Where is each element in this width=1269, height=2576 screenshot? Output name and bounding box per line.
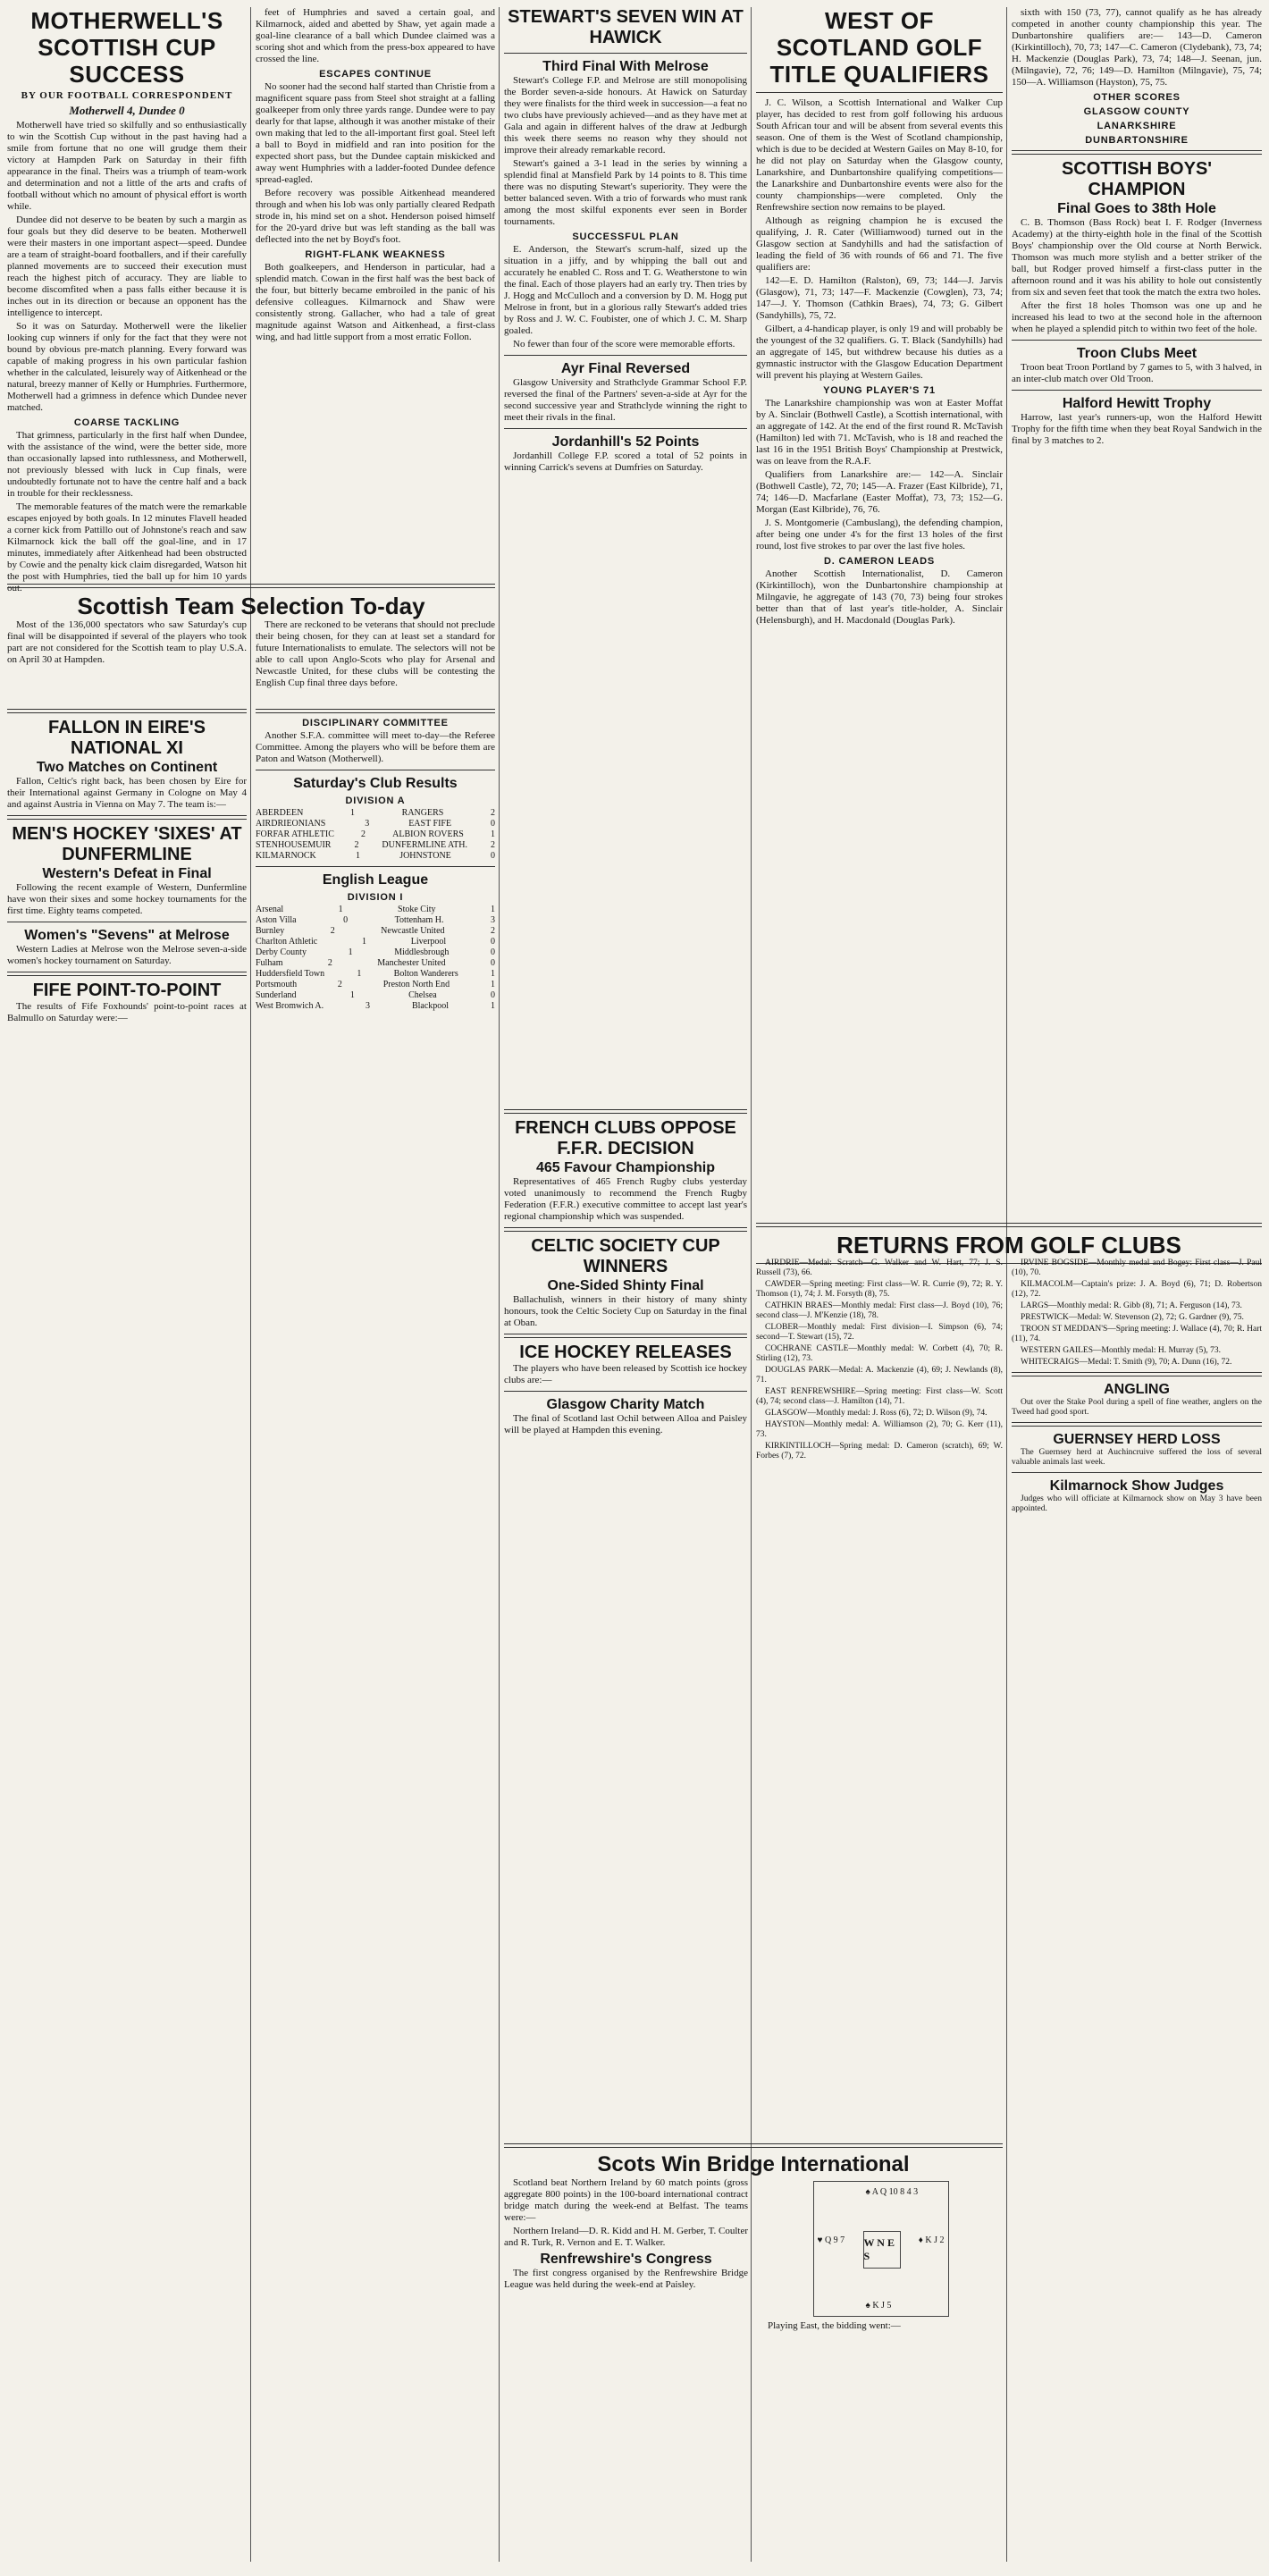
compass-box: W N E S xyxy=(863,2231,901,2269)
subheadline: English League xyxy=(322,872,429,888)
table-cell: Portsmouth xyxy=(256,980,298,989)
golf-return-entry: PRESTWICK—Medal: W. Stevenson (2), 72; G. Gardner (9), 75. xyxy=(1021,1313,1244,1322)
table-cell: Huddersfield Town xyxy=(256,969,325,979)
newspaper-page xyxy=(7,7,1262,2562)
selection-article xyxy=(7,579,495,695)
paragraph: Dundee did not deserve to be beaten by such a margin as four goals but they did deserve to be beaten. Motherwell were their masters in one important aspect—speed. Dundee are a team of straight-board footballers, and if their carefully planned movements are to succeed their execution must reach the highest pitch of accuracy. They are liable to become discomfited when a pass falls either because it is inches out in its direction or because an opponent has the intelligence to intercept. xyxy=(7,215,247,318)
table-cell: 2 xyxy=(354,840,359,850)
score-line: Motherwell 4, Dundee 0 xyxy=(69,104,185,117)
article-headline: WEST OF SCOTLAND GOLF TITLE QUALIFIERS xyxy=(769,7,989,88)
column-3 xyxy=(504,7,747,1098)
paragraph: Ballachulish, winners in their history of many shinty honours, took the Celtic Society Cup on Saturday in the final at Oban. xyxy=(504,1294,747,1328)
section-heading: ESCAPES CONTINUE xyxy=(319,69,432,80)
table-cell: Burnley xyxy=(256,926,285,936)
divider xyxy=(756,1223,1262,1227)
table-row xyxy=(256,926,495,937)
table-cell: Preston North End xyxy=(382,980,450,989)
table-cell: 2 xyxy=(491,926,495,936)
article-headline: CELTIC SOCIETY CUP WINNERS xyxy=(531,1236,720,1276)
byline: BY OUR FOOTBALL CORRESPONDENT xyxy=(21,90,233,101)
divider xyxy=(504,1334,747,1338)
table-cell: 1 xyxy=(348,947,353,957)
paragraph: sixth with 150 (73, 77), cannot qualify as he has already competed in another county championship this year. The Dunbartonshire qualifiers are:— 143—D. Cameron (Kirkintilloch), 70, 73; 147—C. Cameron (Clydebank), 73, 74; H. Mackenzie (Douglas Park), 73, 74; 148—J. Seenan, jun. (Milngavie), 72, 76; 149—D. Hamilton (Milngavie), 75, 74; 150—A. Williamson (Hayston), 75, 75. xyxy=(1012,7,1262,88)
table-row xyxy=(256,947,495,958)
paragraph: There are reckoned to be veterans that should not preclude their being chosen, for they can at least set a standard for future Internationalists to emulate. The selectors will not be able to call upon Anglo-Scots who play for Arsenal and Newcastle United, for these clubs will be contesting the English Cup final three days before. xyxy=(256,619,495,688)
subheadline: 465 Favour Championship xyxy=(535,1160,716,1175)
divider xyxy=(504,428,747,429)
table-row xyxy=(256,969,495,980)
table-cell: Stoke City xyxy=(398,905,436,914)
subheadline: Two Matches on Continent xyxy=(36,760,218,775)
table-title: DIVISION A xyxy=(345,796,406,806)
divider xyxy=(756,92,1003,93)
subheadline: Third Final With Melrose xyxy=(542,59,709,74)
paragraph: The Guernsey herd at Auchincruive suffered the loss of several valuable animals last week. xyxy=(1012,1448,1262,1467)
table-cell: ABERDEEN xyxy=(256,808,304,818)
subheadline: Halford Hewitt Trophy xyxy=(1062,396,1212,411)
subheadline: Final Goes to 38th Hole xyxy=(1057,201,1216,216)
paragraph: Stewart's College F.P. and Melrose are still monopolising the Border seven-a-side honours. At Hawick on Saturday they were finalists for the third week in succession—a feat no two clubs have previously achieved—and as they have met at Gala and again in different halves of the draw at Jedburgh this week there seems no reason why they should not improve their already remarkable record. xyxy=(504,75,747,156)
table-cell: Arsenal xyxy=(256,905,284,914)
golf-return-entry: CLOBER—Monthly medal: First division—I. Simpson (6), 74; second—T. Stewart (15), 72. xyxy=(756,1323,1003,1342)
table-row xyxy=(256,829,495,840)
paragraph: Out over the Stake Pool during a spell of fine weather, anglers on the Tweed had good sport. xyxy=(1012,1398,1262,1417)
table-cell: Charlton Athletic xyxy=(256,937,318,947)
article-headline: Scots Win Bridge International xyxy=(597,2152,910,2176)
divider xyxy=(7,709,247,713)
paragraph: Following the recent example of Western, Dunfermline have won their sixes and some hockey tournaments for the first time. Eighty teams competed. xyxy=(7,882,247,916)
article-headline: STEWART'S SEVEN WIN AT HAWICK xyxy=(508,7,744,47)
table-cell: 1 xyxy=(350,808,355,818)
golf-return-entry: CAWDER—Spring meeting: First class—W. R. Currie (9), 72; R. Y. Thomson (1), 74; J. M. Forsyth (8), 75. xyxy=(756,1280,1003,1299)
section-banner: RETURNS FROM GOLF CLUBS xyxy=(836,1232,1181,1259)
table-cell: Newcastle United xyxy=(381,926,445,936)
column-1-lower xyxy=(7,704,247,2562)
golf-return-entry: EAST RENFREWSHIRE—Spring meeting: First class—W. Scott (4), 74; second class—J. Hamilton (14), 71. xyxy=(756,1387,1003,1406)
golf-return-entry: KIRKINTILLOCH—Spring medal: D. Cameron (scratch), 69; W. Forbes (7), 72. xyxy=(756,1442,1003,1461)
column-4 xyxy=(756,7,1003,1209)
table-cell: 3 xyxy=(365,819,370,829)
paragraph: Qualifiers from Lanarkshire are:— 142—A. Sinclair (Bothwell Castle), 72, 70; 145—A. Frazer (East Kilbride), 71, 74; 146—D. Macfarlane (Easter Moffat), 73, 73; 152—G. Morgan (East Kilbride), 76, 76. xyxy=(756,469,1003,515)
table-row xyxy=(256,1001,495,1012)
paragraph: Stewart's gained a 3-1 lead in the series by winning a splendid final at Mansfield Park by 14 points to 8. This time there was no disputing Stewart's superiority. They were the better balanced seven. With a trio of forwards who must rank among the most skilful exponents ever seen in Border tournaments. xyxy=(504,158,747,227)
paragraph: Glasgow University and Strathclyde Grammar School F.P. reversed the final of the Partners' seven-a-side at Ayr for the second successive year and Strathclyde winning the right to meet their rivals in the final. xyxy=(504,377,747,423)
paragraph: The first congress organised by the Renfrewshire Bridge League was held during the week-end at Paisley. xyxy=(504,2268,748,2290)
table-row xyxy=(256,990,495,1001)
golf-return-entry: CATHKIN BRAES—Monthly medal: First class—J. Boyd (10), 76; second class—J. M'Kenzie (18), 78. xyxy=(756,1301,1003,1320)
divider xyxy=(7,584,495,588)
table-cell: 2 xyxy=(361,829,366,839)
paragraph: Motherwell have tried so skilfully and so enthusiastically to win the Scottish Cup without in the past having had a smile from fortune that no one will grudge them their victory at Hampden Park on Saturday in their fifth appearance in the final. Theirs was a triumph of team-work and determination and not a little of the arts and crafts of football without which no amount of physical effort is worth while. xyxy=(7,120,247,212)
article-headline: SCOTTISH BOYS' CHAMPION xyxy=(1061,159,1213,199)
article-headline: MOTHERWELL'S SCOTTISH CUP SUCCESS xyxy=(30,7,223,88)
divider xyxy=(1012,1422,1262,1427)
section-heading: GLASGOW COUNTY xyxy=(1083,106,1190,117)
table-cell: AIRDRIEONIANS xyxy=(256,819,326,829)
paragraph: No sooner had the second half started than Christie from a magnificent square pass from Steel shot straight at a falling goalkeeper from only three yards range. Dundee were to pay dearly for that lapse, although it was another mistake of their own making that led to the all-important first goal. Steel left a ball to Boyd in midfield and ran into position for the expected short pass, but the Dundee captain miskicked and away went Humphries with a ladder-footed Dundee defence spread-eagled. xyxy=(256,81,495,185)
divider xyxy=(7,815,247,820)
table-cell: 1 xyxy=(490,969,495,979)
table-title: DIVISION I xyxy=(347,892,404,903)
subheadline: Ayr Final Reversed xyxy=(560,361,691,376)
table-cell: 0 xyxy=(491,819,495,829)
section-heading: D. CAMERON LEADS xyxy=(823,556,936,567)
table-cell: 2 xyxy=(327,958,332,968)
table-cell: STENHOUSEMUIR xyxy=(256,840,332,850)
subheadline: Western's Defeat in Final xyxy=(42,866,212,881)
subheadline: Women's "Sevens" at Melrose xyxy=(24,928,230,943)
divider xyxy=(504,1109,747,1114)
results-table xyxy=(256,808,495,862)
table-cell: 2 xyxy=(490,840,495,850)
table-cell: 1 xyxy=(491,829,495,839)
bridge-article xyxy=(504,2139,1003,2559)
divider xyxy=(1012,150,1262,155)
column-2 xyxy=(256,7,495,579)
golf-return-entry: LARGS—Monthly medal: R. Gibb (8), 71; A. Ferguson (14), 73. xyxy=(1021,1301,1242,1310)
column-1 xyxy=(7,7,247,593)
golf-return-entry: WHITECRAIGS—Medal: T. Smith (9), 70; A. Dunn (16), 72. xyxy=(1021,1358,1232,1367)
subheadline: GUERNSEY HERD LOSS xyxy=(1053,1432,1221,1447)
table-cell: Middlesbrough xyxy=(394,947,450,957)
divider xyxy=(1012,1472,1262,1473)
table-cell: 0 xyxy=(490,958,495,968)
divider xyxy=(504,2143,1003,2148)
east-hand: ♦ K J 2 xyxy=(918,2235,945,2245)
table-row xyxy=(256,808,495,819)
divider xyxy=(256,866,495,867)
paragraph: Troon beat Troon Portland by 7 games to 5, with 3 halved, in an inter-club match over Old Troon. xyxy=(1012,362,1262,384)
table-row xyxy=(256,819,495,829)
table-cell: Blackpool xyxy=(411,1001,450,1011)
table-cell: 1 xyxy=(349,990,355,1000)
table-cell: RANGERS xyxy=(401,808,444,818)
paragraph: 142—E. D. Hamilton (Ralston), 69, 73; 144—J. Jarvis (Glasgow), 71, 73; 147—F. Mackenzie (Cowglen), 73, 74; 147—J. Y. Thomson (Cathkin Braes), 74, 73; G. Gilbert (Sandyhills), 75, 72. xyxy=(756,275,1003,321)
paragraph: Before recovery was possible Aitkenhead meandered through and when his lob was only partially cleared Redpath strode in, his mind set on a shot. Henderson poised himself for the 20-yard drive but was left standing as the ball was deflected into the net by Boyd's foot. xyxy=(256,188,495,245)
subheadline: ANGLING xyxy=(1104,1382,1170,1397)
paragraph: Another S.F.A. committee will meet to-day—the Referee Committee. Among the players who will be before them are Paton and Watson (Motherwell). xyxy=(256,730,495,764)
paragraph: Another Scottish Internationalist, D. Cameron (Kirkintilloch), won the Dunbartonshire championship at Milngavie, he aggregate of 143 (70, 73) being four strokes better than that of last year's title-holder, A. Sinclair (Helensburgh), and H. Macdonald (Douglas Park). xyxy=(756,568,1003,626)
table-cell: Aston Villa xyxy=(256,915,297,925)
table-cell: 1 xyxy=(490,980,495,989)
table-row xyxy=(256,851,495,862)
subheadline: Kilmarnock Show Judges xyxy=(1049,1478,1224,1494)
divider xyxy=(504,53,747,54)
table-cell: 1 xyxy=(361,937,366,947)
divider xyxy=(1012,340,1262,341)
golf-returns-list xyxy=(1012,1259,1262,1368)
section-heading: LANARKSHIRE xyxy=(1097,121,1177,131)
column-rule xyxy=(1006,7,1007,2562)
north-hand: ♠ A Q 10 8 4 3 xyxy=(865,2187,919,2197)
paragraph: Representatives of 465 French Rugby clubs yesterday voted unanimously to recommend the French Rugby Federation (F.F.R.) executive committee to accept last year's regional championship which was suspended. xyxy=(504,1176,747,1222)
table-cell: 0 xyxy=(491,851,495,861)
column-rule xyxy=(499,7,500,2562)
table-cell: Sunderland xyxy=(256,990,297,1000)
west-hand: ♥ Q 9 7 xyxy=(817,2235,845,2245)
subheadline: One-Sided Shinty Final xyxy=(547,1278,704,1293)
table-cell: Bolton Wanderers xyxy=(393,969,458,979)
paragraph: Most of the 136,000 spectators who saw Saturday's cup final will be disappointed if several of the players who took part are not considered for the Scottish team to play U.S.A. on April 30 at Hampden. xyxy=(7,619,247,665)
column-rule xyxy=(250,7,251,2562)
table-cell: 3 xyxy=(491,915,495,925)
article-headline: ICE HOCKEY RELEASES xyxy=(519,1343,732,1362)
diagram-caption: Playing East, the bidding went:— xyxy=(768,2320,901,2331)
paragraph: No fewer than four of the score were memorable efforts. xyxy=(513,339,735,349)
table-cell: 1 xyxy=(355,851,360,861)
table-cell: 1 xyxy=(357,969,362,979)
divider xyxy=(504,1391,747,1392)
divider xyxy=(7,972,247,976)
section-heading: SUCCESSFUL PLAN xyxy=(572,232,679,242)
table-cell: Derby County xyxy=(256,947,307,957)
subheadline: Troon Clubs Meet xyxy=(1076,346,1198,361)
table-cell: Fulham xyxy=(256,958,283,968)
table-cell: KILMARNOCK xyxy=(256,851,316,861)
section-heading: DISCIPLINARY COMMITTEE xyxy=(302,718,449,728)
section-heading: YOUNG PLAYER'S 71 xyxy=(823,385,936,396)
paragraph: That grimness, particularly in the first half when Dundee, with the assistance of the wind, were the better side, more than occasionally lapsed into ruthlessness, and Motherwell, not previously blessed with luck in Cup finals, were undoubtedly fortunate not to have the centre half and a back in trouble for their recklessness. xyxy=(7,430,247,499)
table-row xyxy=(256,958,495,969)
paragraph: E. Anderson, the Stewart's scrum-half, sized up the situation in a jiffy, and by whipping the ball out and accurately he enabled C. Ross and T. G. Weatherstone to win the final. Each of those players had an early try. Then tries by J. Hogg and McCulloch and a conversion by D. M. Hogg put Melrose in front, but in a glorious rally Stewart's added tries by Ross and J. W. C. Foubister, one of which J. C. M. Sharp goaled. xyxy=(504,244,747,336)
table-cell: DUNFERMLINE ATH. xyxy=(382,840,467,850)
section-heading: RIGHT-FLANK WEAKNESS xyxy=(305,249,446,260)
paragraph: The players who have been released by Scottish ice hockey clubs are:— xyxy=(504,1363,747,1385)
divider xyxy=(256,709,495,713)
table-cell: 0 xyxy=(490,937,495,947)
divider xyxy=(1012,390,1262,391)
section-heading: DUNBARTONSHIRE xyxy=(1085,135,1189,146)
paragraph: The final of Scotland last Ochil between Alloa and Paisley will be played at Hampden this evening. xyxy=(504,1413,747,1435)
column-3-lower xyxy=(504,1105,747,2133)
golf-return-entry: KILMACOLM—Captain's prize: J. A. Boyd (6), 71; D. Robertson (12), 72. xyxy=(1012,1280,1262,1299)
paragraph: Both goalkeepers, and Henderson in particular, had a splendid match. Cowan in the first half was the best back of the four, but bitterly became embroiled in the panic of his defensive colleagues. Kilmarnock and Shaw were consistently strong. Gallacher, who had a tale of great magnitude against Watson and Aitkenhead, a first-class wing, and had little support from a most erratic Follon. xyxy=(256,262,495,342)
table-cell: West Bromwich A. xyxy=(256,1001,324,1011)
table-cell: 2 xyxy=(337,980,342,989)
table-cell: Liverpool xyxy=(410,937,447,947)
column-5 xyxy=(1012,7,1262,1209)
table-cell: 0 xyxy=(490,947,495,957)
table-cell: Tottenham H. xyxy=(394,915,444,925)
table-row xyxy=(256,980,495,990)
article-headline: FIFE POINT-TO-POINT xyxy=(32,981,222,1000)
golf-return-entry: DOUGLAS PARK—Medal: A. Mackenzie (4), 69; J. Newlands (8), 71. xyxy=(756,1366,1003,1385)
table-cell: 3 xyxy=(366,1001,371,1011)
paragraph: Jordanhill College F.P. scored a total of 52 points in winning Carrick's sevens at Dumfries on Saturday. xyxy=(504,450,747,473)
table-cell: 0 xyxy=(343,915,349,925)
paragraph: The results of Fife Foxhounds' point-to-point races at Balmullo on Saturday were:— xyxy=(7,1001,247,1023)
paragraph: The memorable features of the match were the remarkable escapes enjoyed by both goals. In 12 minutes Flavell headed a corner kick from Pattillo out of Johnstone's reach and saw Kilmarnock kick the ball off the goal-line, and in 17 minutes, immediately after Aitkenhead had been obstructed by Cowie and the penalty kick claim disregarded, Watson hit the post with Humphries, tied the ball up for him 10 yards out. xyxy=(7,501,247,593)
bridge-diagram xyxy=(813,2181,949,2317)
paragraph: J. C. Wilson, a Scottish International and Walker Cup player, has decided to rest from golf following his arduous South African tour and will be absent from several events this season. One of them is the West of Scotland championship, which is due to be decided at Western Gailes on May 8-10, for he did not play on Saturday when the Glasgow county, Lanarkshire, and Dunbartonshire qualifying competitions—the Lanarkshire and Dunbartonshire events were also for the county championships—were completed. Only the Renfrewshire section now remains to be played. xyxy=(756,97,1003,213)
golf-returns-left xyxy=(756,1259,1003,2134)
table-cell: JOHNSTONE xyxy=(399,851,451,861)
paragraph: J. S. Montgomerie (Cambuslang), the defending champion, after being one under 4's for the first 13 holes of the first round, lost five strokes to par over the last five holes. xyxy=(756,518,1003,551)
table-cell: 2 xyxy=(491,808,495,818)
table-cell: EAST FIFE xyxy=(408,819,452,829)
table-cell: 1 xyxy=(490,905,495,914)
paragraph: Gilbert, a 4-handicap player, is only 19 and will probably be the youngest of the 32 qualifiers. G. T. Black (Sandyhills) had an aggregate of 145, but withdrew because his duties as a gymnastic instructor with the Glasgow Education Department will prevent his playing at Western Gailes. xyxy=(756,324,1003,381)
subheadline: Saturday's Club Results xyxy=(293,776,458,791)
table-cell: Chelsea xyxy=(408,990,437,1000)
table-cell: 1 xyxy=(490,1001,495,1011)
section-heading: COARSE TACKLING xyxy=(73,417,181,428)
golf-return-entry: GLASGOW—Monthly medal: J. Ross (6), 72; D. Wilson (9), 74. xyxy=(765,1409,987,1418)
divider xyxy=(504,1227,747,1232)
paragraph: C. B. Thomson (Bass Rock) beat I. F. Rodger (Inverness Academy) at the thirty-eighth hole in the final of the Scottish Boys' championship over the Old course at North Berwick. Thomson was much more stylish and a better striker of the ball, but Rodger proved himself a first-class putter in the afternoon round and it was his ability to hole out consistently from six and seven feet that took the match the extra two holes. xyxy=(1012,217,1262,298)
divider xyxy=(504,355,747,356)
golf-return-entry: COCHRANE CASTLE—Monthly medal: W. Corbett (4), 70; R. Stirling (12), 73. xyxy=(756,1344,1003,1363)
golf-return-entry: AIRDRIE—Medal: Scratch—G. Walker and W. Hart, 77; J. S. Russell (73), 66. xyxy=(756,1259,1003,1277)
article-headline: FALLON IN EIRE'S NATIONAL XI xyxy=(48,718,206,758)
golf-return-entry: WESTERN GAILES—Monthly medal: H. Murray (5), 73. xyxy=(1021,1346,1222,1355)
subheadline: Jordanhill's 52 Points xyxy=(551,434,700,450)
golf-return-entry: IRVINE BOGSIDE—Monthly medal and Bogey: First class—J. Paul (10), 70. xyxy=(1012,1259,1262,1277)
paragraph: Fallon, Celtic's right back, has been chosen by Eire for their International against Germany in Cologne on May 4 and against Austria in Vienna on May 7. The team is:— xyxy=(7,776,247,810)
article-headline: Scottish Team Selection To-day xyxy=(77,593,425,619)
table-cell: 0 xyxy=(491,990,495,1000)
paragraph: Scotland beat Northern Ireland by 60 match points (gross aggregate 800 points) in the 100-board international contract bridge match during the week-end at Belfast. The teams were:— xyxy=(504,2177,748,2223)
south-hand: ♠ K J 5 xyxy=(865,2301,892,2311)
paragraph: The Lanarkshire championship was won at Easter Moffat by A. Sinclair (Bothwell Castle), a Scottish international, with an aggregate of 142. At the end of the first round R. McTavish (Hamilton) led with 71. McTavish, who is 18 and reached the last 16 in the 1951 British Boys' Championship at Prestwick, was on leave from the R.A.F. xyxy=(756,398,1003,467)
paragraph: Harrow, last year's runners-up, won the Halford Hewitt Trophy for the fifth time when they beat Royal Sandwich in the final by 3 matches to 2. xyxy=(1012,412,1262,446)
table-row xyxy=(256,915,495,926)
paragraph: feet of Humphries and saved a certain goal, and Kilmarnock, aided and abetted by Shaw, yet again made a goal-line clearance of a ball which Dundee claimed was a scoring shot and which from the press-box appeared to have crossed the line. xyxy=(256,7,495,64)
table-cell: 1 xyxy=(338,905,343,914)
golf-return-entry: TROON ST MEDDAN'S—Spring meeting: J. Wallace (4), 70; R. Hart (11), 74. xyxy=(1012,1325,1262,1343)
article-headline: FRENCH CLUBS OPPOSE F.F.R. DECISION xyxy=(515,1118,736,1158)
paragraph: Judges who will officiate at Kilmarnock show on May 3 have been appointed. xyxy=(1012,1494,1262,1513)
subheadline: Glasgow Charity Match xyxy=(546,1397,705,1412)
english-table xyxy=(256,905,495,1012)
table-row xyxy=(256,905,495,915)
paragraph: Western Ladies at Melrose won the Melrose seven-a-side women's hockey tournament on Saturday. xyxy=(7,944,247,966)
paragraph: Northern Ireland—D. R. Kidd and H. M. Gerber, T. Coulter and R. Turk, R. Vernon and E. T. Walker. xyxy=(504,2226,748,2248)
table-cell: 2 xyxy=(330,926,335,936)
golf-return-entry: HAYSTON—Monthly medal: A. Williamson (2), 70; G. Kerr (11), 73. xyxy=(756,1420,1003,1439)
table-cell: ALBION ROVERS xyxy=(392,829,464,839)
table-cell: FORFAR ATHLETIC xyxy=(256,829,334,839)
section-heading: OTHER SCORES xyxy=(1093,92,1181,103)
column-2-lower xyxy=(256,704,495,2562)
table-row xyxy=(256,937,495,947)
table-cell: Manchester United xyxy=(377,958,446,968)
paragraph: So it was on Saturday. Motherwell were the likelier looking cup winners if only for the fact that they were not bound by obvious pre-match planning. Every forward was capable of making progress in his own particular fashion whether in the calculated, leisurely way of Aitkenhead or the natural, breezy manner of Kelly or Humphries. Furthermore, Motherwell had a grimness in defence which Dundee never matched. xyxy=(7,321,247,413)
article-headline: MEN'S HOCKEY 'SIXES' AT DUNFERMLINE xyxy=(12,824,242,864)
paragraph: Although as reigning champion he is excused the qualifying, J. R. Cater (Williamwood) turned out in the Glasgow section at Sandyhills and had the satisfaction of leading the field of 36 with rounds of 66 and 71. The five qualifiers are: xyxy=(756,215,1003,273)
subheadline: Renfrewshire's Congress xyxy=(540,2252,712,2267)
golf-returns-right xyxy=(1012,1259,1262,2562)
divider xyxy=(1012,1372,1262,1376)
paragraph: After the first 18 holes Thomson was one up and he increased his lead to two at the second hole in the afternoon when he played a splendid pitch to within two feet of the hole. xyxy=(1012,300,1262,334)
table-row xyxy=(256,840,495,851)
